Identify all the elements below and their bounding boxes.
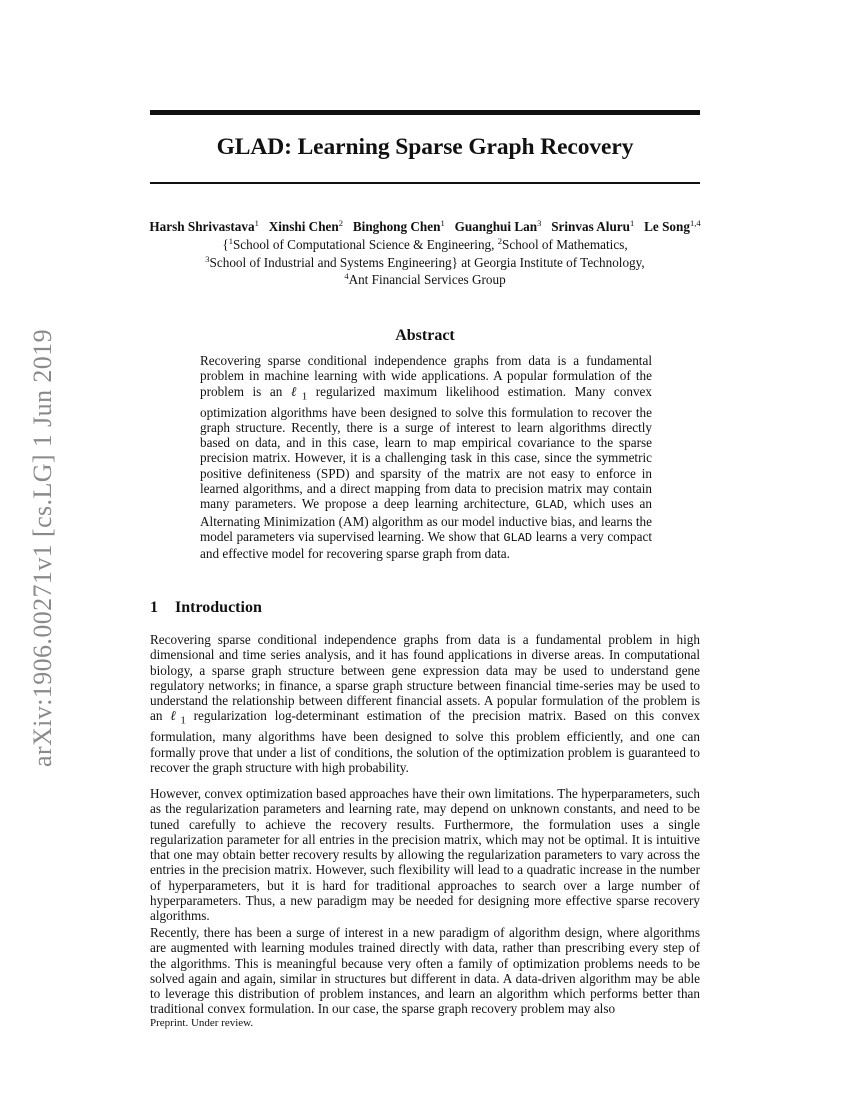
abstract-body bbox=[200, 353, 652, 562]
abstract-text: learns a very compact and effective model for recovering sparse graph from data. bbox=[200, 528, 652, 562]
title-rule-top bbox=[150, 110, 700, 115]
author-name: Harsh Shrivastava bbox=[149, 219, 255, 234]
affiliation-text: School of Industrial and Systems Engineering} at Georgia Institute of Technology, bbox=[209, 255, 645, 270]
paragraph-text: regularization log-determinant estimation of the precision matrix. Based on this convex formulation, many algorithms have been designed to solve this problem efficiently, and one can formally prove that under a list of conditions, the solution of the optimization problem is guaranteed to recover the graph structure with high probability. bbox=[150, 708, 700, 776]
model-name: GLAD bbox=[503, 530, 533, 545]
math-ell: ℓ bbox=[290, 383, 302, 399]
abstract-heading: Abstract bbox=[395, 327, 455, 344]
intro-paragraph: Recently, there has been a surge of interest in a new paradigm of algorithm design, where algorithms are augmented with learning modules trained directly with data, rather than prescribing every step of the algorithms. This is meaningful because very often a family of optimization problems needs to be solved again and again, similar in structures but different in data. A data-driven algorithm may be able to leverage this distribution of problem instances, and learn an algorithm which performs better than traditional convex formulation. In our case, the sparse graph recovery problem may also bbox=[150, 925, 700, 1017]
model-name: GLAD bbox=[535, 498, 564, 513]
section-number: 1 bbox=[150, 599, 158, 616]
paper-title: GLAD: Learning Sparse Graph Recovery bbox=[216, 134, 634, 160]
preprint-footer: Preprint. Under review. bbox=[150, 1017, 254, 1029]
affiliation-text: School of Mathematics, bbox=[502, 237, 628, 252]
math-subscript: 1 bbox=[301, 390, 308, 403]
author-affil-mark: 1 bbox=[440, 218, 445, 228]
intro-paragraph: However, convex optimization based approaches have their own limitations. The hyperparameters, such as the regularization parameters and learning rate, may depend on unknown constants, and need to be tuned carefully to achieve the recovery results. Furthermore, the formulation uses a single regularization parameter for all entries in the precision matrix, which may not be optimal. It is intuitive that one may obtain better recovery results by allowing the regularization parameters to vary across the entries in the precision matrix. However, such flexibility will lead to a quadratic increase in the number of hyperparameters, but it is hard for traditional approaches to search over a large number of hyperparameters. Thus, a new paradigm may be needed for designing more effective sparse recovery algorithms. bbox=[150, 786, 700, 924]
author-affil-mark: 1 bbox=[630, 218, 635, 228]
author-name: Srinvas Aluru bbox=[551, 219, 630, 234]
author-affil-mark: 1 bbox=[254, 218, 259, 228]
affiliation-line bbox=[100, 255, 750, 271]
author-list bbox=[100, 219, 750, 235]
affiliation-line bbox=[100, 237, 750, 253]
affiliation-line bbox=[100, 272, 750, 288]
abstract-text: Recovering sparse conditional independence graphs from data is a fundamental problem in machine learning with wide applications. A popular formulation of the problem is an bbox=[200, 353, 652, 399]
intro-paragraph bbox=[150, 632, 700, 775]
section-heading bbox=[150, 599, 700, 617]
affiliation-brace: { bbox=[222, 237, 229, 252]
author-affil-mark: 3 bbox=[537, 218, 542, 228]
author-affil-mark: 1,4 bbox=[689, 218, 701, 228]
affiliation-mark: 2 bbox=[497, 236, 502, 246]
affiliation-text: Ant Financial Services Group bbox=[348, 272, 506, 287]
abstract-text: , which uses an Alternating Minimization (AM) algorithm as our model inductive bias, and learns the model parameters via supervised learning. We show that bbox=[200, 496, 652, 544]
affiliation-text: School of Computational Science & Engineering, bbox=[232, 237, 498, 252]
arxiv-stamp-text: arXiv:1906.00271v1 [cs.LG] 1 Jun 2019 bbox=[28, 329, 57, 767]
author-affil-mark: 2 bbox=[338, 218, 343, 228]
paragraph-text: Recovering sparse conditional independence graphs from data is a fundamental problem in high dimensional and time series analysis, and it has found applications in diverse areas. In computational biology, a sparse graph structure between gene expression data may be used to understand gene regulatory networks; in finance, a sparse graph structure between financial time-series may be used to understand the relationship between different financial assets. A popular formulation of the problem is an bbox=[150, 632, 700, 724]
author-name: Le Song bbox=[644, 219, 690, 234]
affiliation-mark: 1 bbox=[228, 236, 233, 246]
abstract-text: regularized maximum likelihood estimation. Many convex optimization algorithms have been designed to solve this formulation to recover the graph structure. Recently, there is a surge of interest to learn algorithms directly based on data, and in this case, learn to map empirical covariance to the sparse precision matrix. However, it is a challenging task in this case, since the symmetric positive definiteness (SPD) and sparsity of the matrix are not easy to enforce in learned algorithms, and a direct mapping from data to precision matrix may contain many parameters. We propose a deep learning architecture, bbox=[200, 383, 652, 512]
author-name: Xinshi Chen bbox=[268, 219, 339, 234]
math-ell: ℓ bbox=[170, 708, 181, 724]
math-subscript: 1 bbox=[180, 715, 186, 728]
section-title: Introduction bbox=[175, 599, 262, 616]
author-name: Binghong Chen bbox=[352, 219, 441, 234]
author-name: Guanghui Lan bbox=[454, 219, 538, 234]
affiliation-mark: 3 bbox=[205, 254, 210, 264]
affiliation-mark: 4 bbox=[344, 271, 349, 281]
title-rule-bottom bbox=[150, 182, 700, 184]
